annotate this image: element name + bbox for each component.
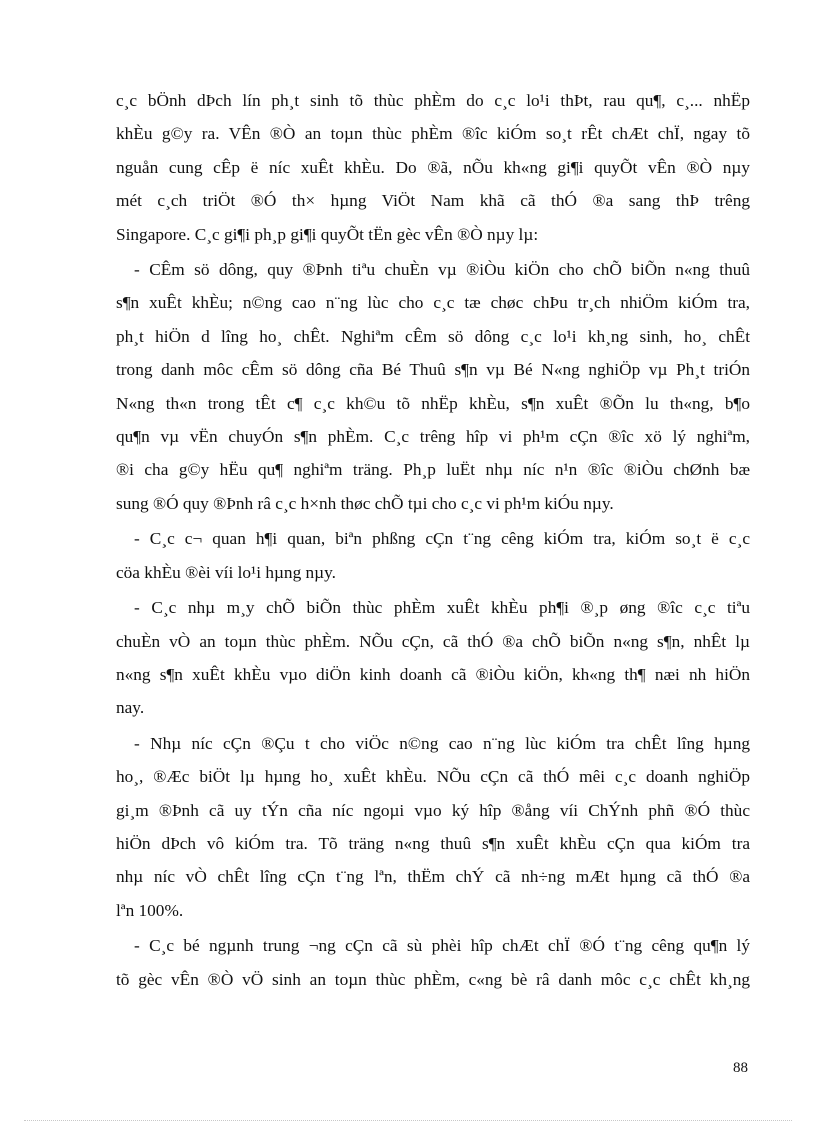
text-line: sung ®Ó quy ®Þnh râ c¸c h×nh thøc chÕ tµi cho c¸c vi ph¹m kiÓu nµy. [116, 493, 614, 513]
page-bottom-divider [24, 1120, 792, 1121]
paragraph-4 [116, 591, 750, 725]
page-number: 88 [733, 1060, 748, 1076]
text-line: chuÈn vÒ an toµn thùc phÈm. NÕu cÇn, cã thÓ ®a chÕ biÕn n«ng s¶n, nhÊt lµ [116, 631, 750, 651]
text-line: lªn 100%. [116, 900, 184, 920]
text-line: nay. [116, 698, 145, 718]
text-line: nhµ níc vÒ chÊt lîng cÇn t¨ng lªn, thËm chÝ cã nh÷ng mÆt hµng cã thÓ ®a [116, 867, 750, 887]
text-line: - C¸c bé ngµnh trung ¬ng cÇn cã sù phèi hîp chÆt chÏ ®Ó t¨ng cêng qu¶n lý [134, 936, 750, 956]
paragraph-2 [116, 253, 750, 520]
text-line: - CÊm sö dông, quy ®Þnh tiªu chuÈn vµ ®iÒu kiÖn cho chÕ biÕn n«ng thuû [134, 260, 750, 280]
text-line: khÈu g©y ra. VÊn ®Ò an toµn thùc phÈm ®îc kiÓm so¸t rÊt chÆt chÏ, ngay tõ [116, 124, 750, 144]
text-line: ho¸, ®Æc biÖt lµ hµng ho¸ xuÊt khÈu. NÕu cÇn cã thÓ mêi c¸c doanh nghiÖp [116, 767, 750, 787]
text-line: qu¶n vµ vËn chuyÓn s¶n phÈm. C¸c trêng hîp vi ph¹m cÇn ®îc xö lý nghiªm, [116, 427, 750, 447]
text-line: gi¸m ®Þnh cã uy tÝn cña níc ngoµi vµo ký hîp ®ång víi ChÝnh phñ ®Ó thùc [116, 800, 750, 820]
text-line: hiÖn dÞch vô kiÓm tra. Tõ träng n«ng thuû s¶n xuÊt khÈu cÇn qua kiÓm tra [116, 833, 750, 853]
text-line: s¶n xuÊt khÈu; n©ng cao n¨ng lùc cho c¸c tæ chøc chÞu tr¸ch nhiÖm kiÓm tra, [116, 293, 750, 313]
paragraph-6 [116, 929, 750, 996]
text-line: ph¸t hiÖn d lîng ho¸ chÊt. Nghiªm cÊm sö dông c¸c lo¹i kh¸ng sinh, ho¸ chÊt [116, 326, 750, 346]
text-line: mét c¸ch triÖt ®Ó th× hµng ViÖt Nam khã cã thÓ ®a sang thÞ trêng [116, 191, 750, 211]
paragraph-5 [116, 727, 750, 927]
text-line: trong danh môc cÊm sö dông cña Bé Thuû s¶n vµ Bé N«ng nghiÖp vµ Ph¸t triÓn [116, 360, 750, 380]
text-line: cöa khÈu ®èi víi lo¹i hµng nµy. [116, 562, 336, 582]
paragraph-1 [116, 84, 750, 251]
text-line: - C¸c c¬ quan h¶i quan, biªn phßng cÇn t¨ng cêng kiÓm tra, kiÓm so¸t ë c¸c [134, 529, 750, 549]
text-line: ®i cha g©y hËu qu¶ nghiªm träng. Ph¸p luËt nhµ níc n¹n ®îc ®iÒu chØnh bæ [116, 460, 750, 480]
text-line: c¸c bÖnh dÞch lín ph¸t sinh tõ thùc phÈm do c¸c lo¹i thÞt, rau qu¶, c¸... nhËp [116, 91, 750, 110]
paragraph-3 [116, 522, 750, 589]
body-text [116, 84, 750, 998]
text-line: - C¸c nhµ m¸y chÕ biÕn thùc phÈm xuÊt khÈu ph¶i ®¸p øng ®îc c¸c tiªu [134, 598, 750, 618]
text-line: Singapore. C¸c gi¶i ph¸p gi¶i quyÕt tËn gèc vÊn ®Ò nµy lµ: [116, 224, 539, 244]
text-line: tõ gèc vÊn ®Ò vÖ sinh an toµn thùc phÈm, c«ng bè râ danh môc c¸c chÊt kh¸ng [116, 969, 750, 989]
text-line: - Nhµ níc cÇn ®Çu t cho viÖc n©ng cao n¨ng lùc kiÓm tra chÊt lîng hµng [134, 733, 750, 753]
text-line: n«ng s¶n xuÊt khÈu vµo diÖn kinh doanh cã ®iÒu kiÖn, kh«ng th¶ næi nh hiÖn [116, 664, 750, 684]
text-line: nguån cung cÊp ë níc xuÊt khÈu. Do ®ã, nÕu kh«ng gi¶i quyÕt vÊn ®Ò nµy [116, 157, 750, 177]
text-line: N«ng th«n trong tÊt c¶ c¸c kh©u tõ nhËp khÈu, s¶n xuÊt ®Õn lu th«ng, b¶o [116, 393, 750, 413]
